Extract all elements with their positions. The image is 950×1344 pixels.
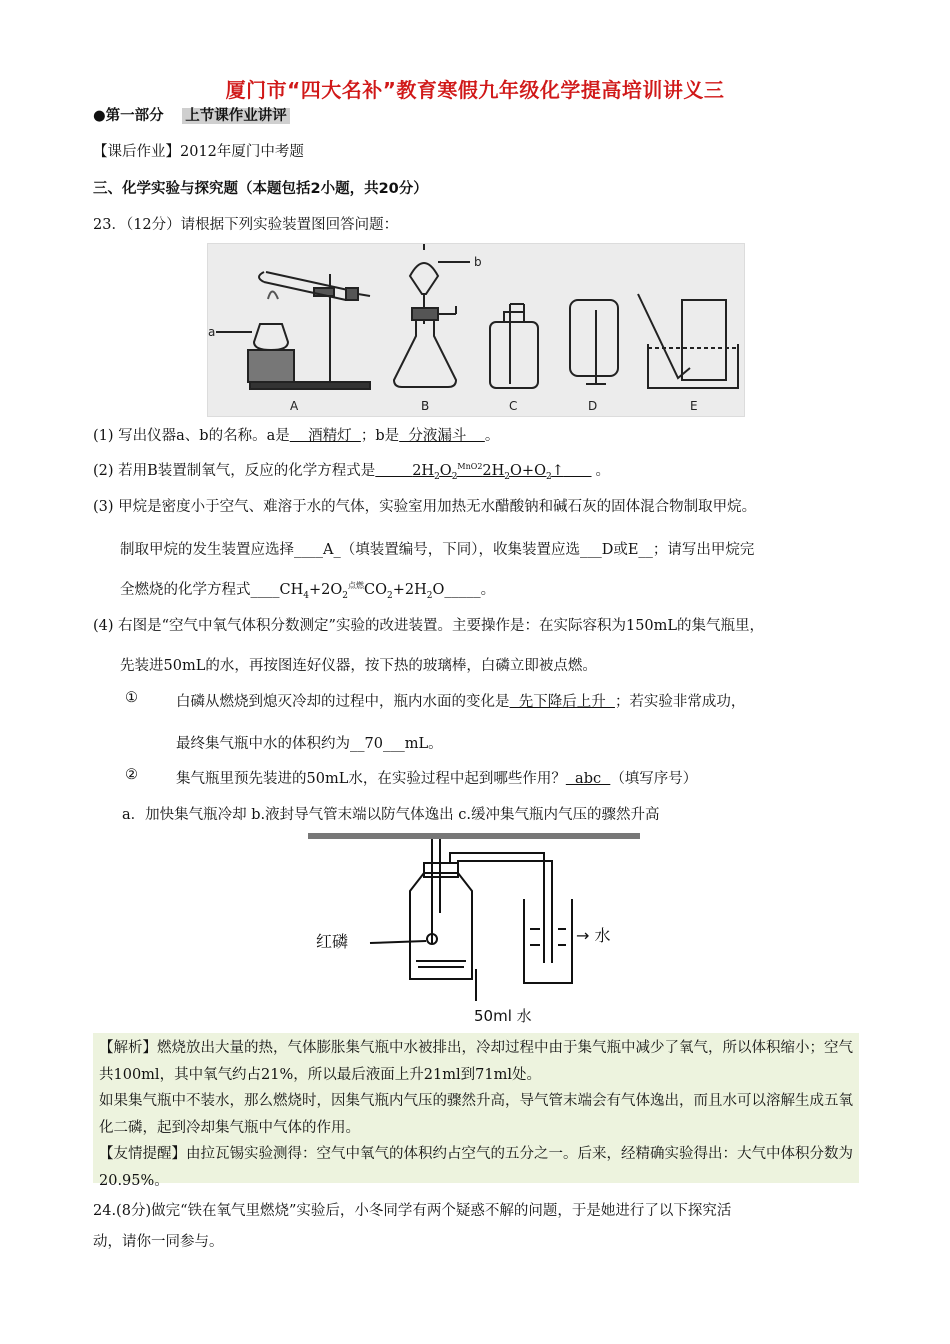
label-A: A xyxy=(290,399,299,413)
label-a: a xyxy=(208,325,216,339)
methane-mid3: +2H xyxy=(392,582,427,598)
methane-s4: 2 xyxy=(426,590,433,601)
equation-answer xyxy=(375,462,591,482)
methane-s3: 2 xyxy=(386,590,393,601)
homework-line: 【课后作业】2012年厦门中考题 xyxy=(93,144,304,160)
sketch-50ml-label: 50ml 水 xyxy=(474,1007,532,1025)
part1-label: 上节课作业讲评 xyxy=(182,108,290,124)
q23-p1-mid: ；b是 xyxy=(360,428,400,444)
methane-mid1: +2O xyxy=(308,582,343,598)
improved-apparatus-sketch xyxy=(308,833,640,1025)
apparatus-figure xyxy=(207,243,745,417)
analysis-p2: 如果集气瓶中不装水，那么燃烧时，因集气瓶内气压的骤然升高，导气管末端会有气体逸出，而且水可以溶解生成五氧化二磷，起到冷却集气瓶中气体的作用。 xyxy=(99,1093,853,1136)
part1-bullet: ●第一部分 xyxy=(93,108,164,124)
methane-s2: 2 xyxy=(342,590,348,601)
q23-part2 xyxy=(93,459,610,482)
eq-right: 2H xyxy=(482,463,505,479)
eq-s1: 2 xyxy=(434,471,440,482)
q24-line1: 24.(8分)做完“铁在氧气里燃烧”实验后，小冬同学有两个疑惑不解的问题，于是她进行了以下探究活 xyxy=(93,1203,732,1219)
c1-answer: 先下降后上升 xyxy=(509,694,615,710)
sub-question-1-line1 xyxy=(176,690,745,711)
eq-left: 2H xyxy=(412,463,435,479)
c2-answer: abc xyxy=(565,771,611,787)
label-B: B xyxy=(421,399,430,413)
blank1 xyxy=(375,463,412,479)
sketch-water-label: → 水 xyxy=(576,926,611,945)
eq-right2: O+O xyxy=(510,463,546,479)
sub-question-1-num: ① xyxy=(125,690,138,706)
q23-p4-line2: 先装进50mL的水，再按图连好仪器，按下热的玻璃棒，白磷立即被点燃。 xyxy=(120,658,597,674)
q23-p1-post: 。 xyxy=(484,428,500,444)
eq-s4: 2 xyxy=(545,471,552,482)
methane-s1: 4 xyxy=(303,590,309,601)
q23-part1 xyxy=(93,424,499,445)
analysis-p3: 【友情提醒】由拉瓦锡实验测得：空气中氧气的体积约占空气的五分之一。后来，经精确实验得出：大气中体积分数为20.95%。 xyxy=(99,1146,853,1189)
label-b: b xyxy=(474,255,482,269)
q23-stem: 23．（12分）请根据下列实验装置图回答问题： xyxy=(93,217,399,233)
q23-p1-text: (1) 写出仪器a、b的名称。a是 xyxy=(93,428,290,444)
sub-question-2-num: ② xyxy=(125,767,138,783)
gas-arrow: ↑ xyxy=(551,463,564,479)
options-line: a．加快集气瓶冷却 b.液封导气管末端以防气体逸出 c.缓冲集气瓶内气压的骤然升高 xyxy=(122,807,660,823)
sub-question-2-line xyxy=(176,767,697,788)
c2-post: （填写序号） xyxy=(610,771,698,787)
label-E: E xyxy=(690,399,698,413)
label-D: D xyxy=(588,399,598,413)
methane-post: O_____。 xyxy=(432,582,496,598)
eq-s2: 2 xyxy=(451,471,458,482)
c1-post: ；若实验非常成功， xyxy=(614,694,746,710)
q23-p3-line2: 制取甲烷的发生装置应选择____A_（填装置编号，下同），收集装置应选___D或E__；请写出甲烷完 xyxy=(120,542,755,558)
answer-a: 酒精灯 xyxy=(289,428,361,444)
label-C: C xyxy=(509,399,518,413)
q23-p2-text: (2) 若用B装置制氧气，反应的化学方程式是 xyxy=(93,463,376,479)
sub-question-1-line2: 最终集气瓶中水的体积约为__70___mL。 xyxy=(176,736,443,752)
eq-o: O xyxy=(439,463,452,479)
blank2 xyxy=(564,463,592,479)
methane-pre: 全燃烧的化学方程式____CH xyxy=(120,582,304,598)
q23-p2-post: 。 xyxy=(595,463,611,479)
c1-pre: 白磷从燃烧到熄灭冷却的过程中，瓶内水面的变化是 xyxy=(176,694,510,710)
catalyst: MnO2 xyxy=(457,462,483,471)
c2-pre: 集气瓶里预先装进的50mL水，在实验过程中起到哪些作用？ xyxy=(176,771,566,787)
sketch-phosphorus-label: 红磷 xyxy=(316,932,349,951)
eq-s3: 2 xyxy=(504,471,511,482)
q24-line2: 动，请你一同参与。 xyxy=(93,1234,224,1250)
q23-p3-line1: (3) 甲烷是密度小于空气、难溶于水的气体，实验室用加热无水醋酸钠和碱石灰的固体混合物制取甲烷。 xyxy=(93,499,757,515)
section3-heading: 三、化学实验与探究题（本题包括2小题，共20分） xyxy=(93,181,428,197)
analysis-p1: 【解析】燃烧放出大量的热，气体膨胀集气瓶中水被排出，冷却过程中由于集气瓶中减少了氧气，所以体积缩小；空气共100ml，其中氧气约占21%，所以最后液面上升21ml到71ml处。 xyxy=(99,1040,853,1083)
page-title: 厦门市“四大名补”教育寒假九年级化学提高培训讲义三 xyxy=(225,78,725,102)
q23-p3-line3 xyxy=(120,578,495,601)
methane-cond: 点燃 xyxy=(347,581,364,590)
answer-b: 分液漏斗 xyxy=(399,428,485,444)
methane-mid2: CO xyxy=(363,582,387,598)
analysis-box xyxy=(93,1033,859,1189)
part1-heading xyxy=(93,104,290,125)
q23-p4-line1: (4) 右图是“空气中氧气体积分数测定”实验的改进装置。主要操作是：在实际容积为150mL的集气瓶里， xyxy=(93,618,765,634)
